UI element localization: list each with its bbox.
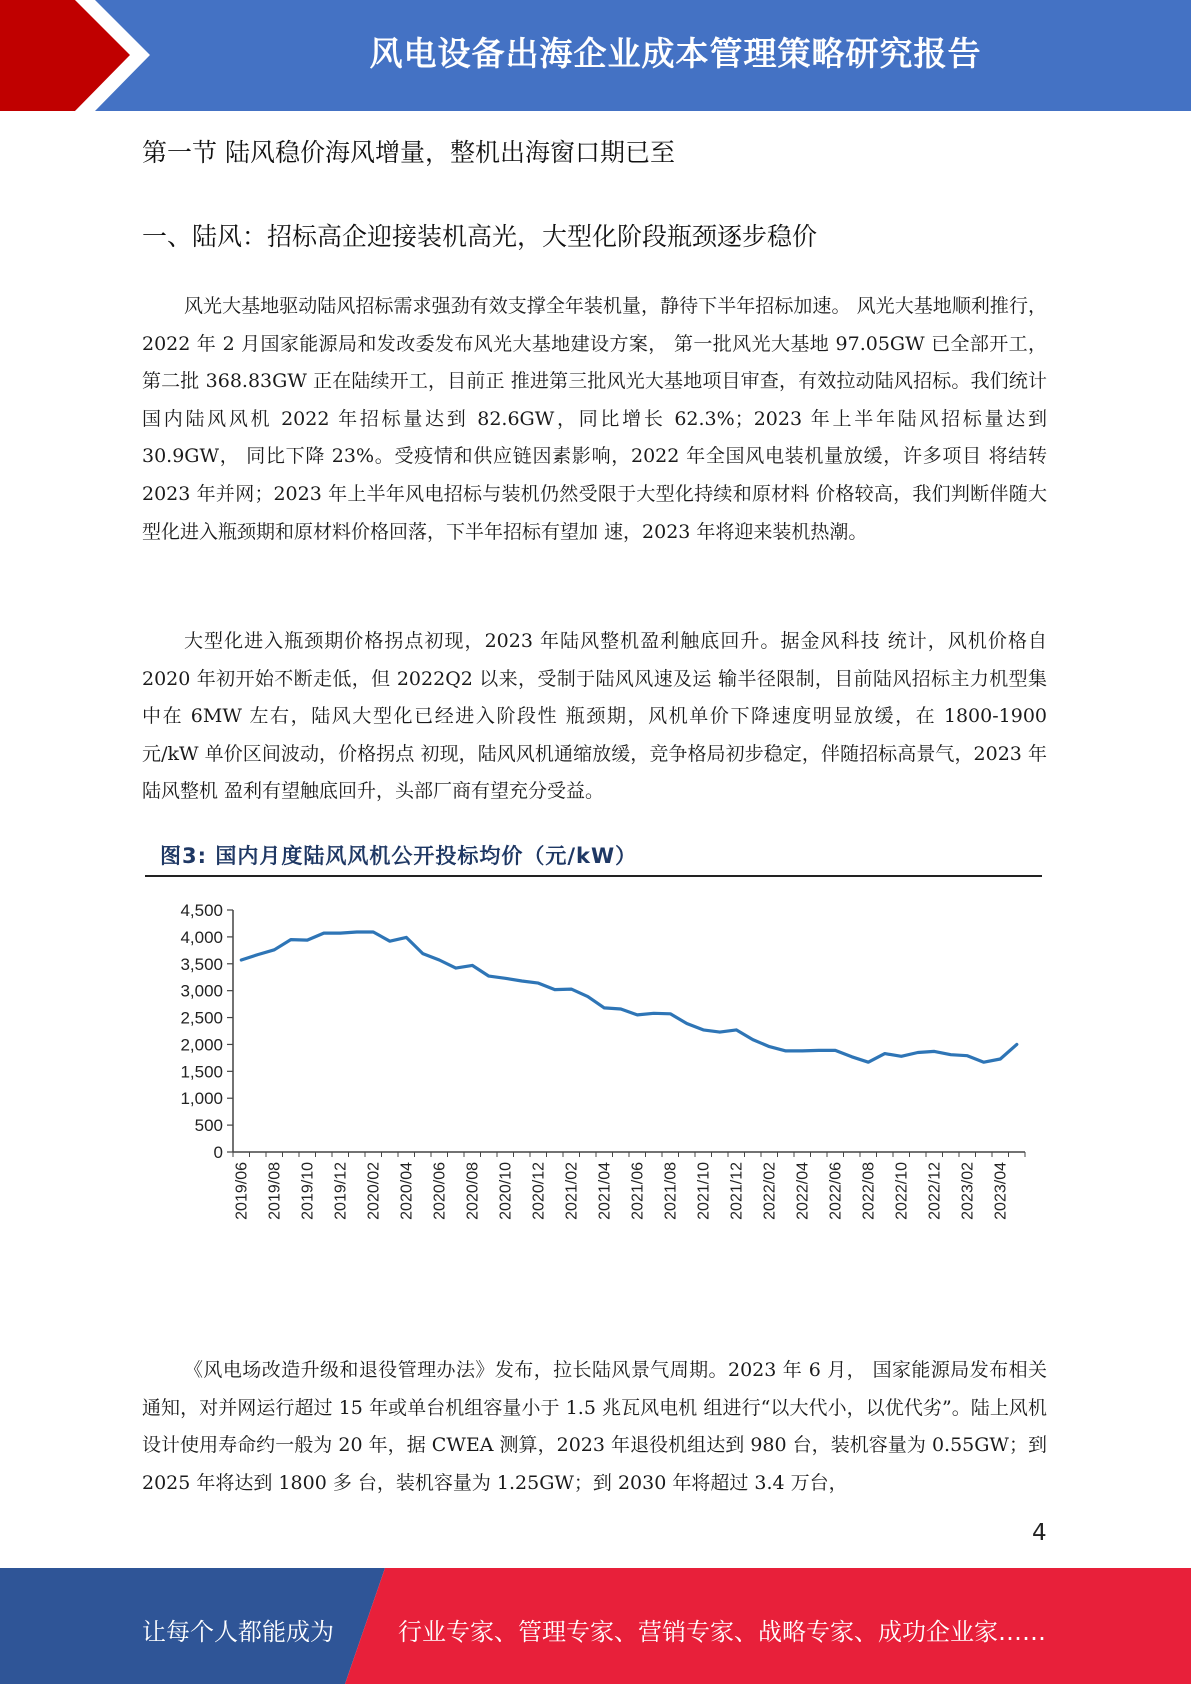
data-point <box>703 1029 705 1031</box>
x-tick-label: 2020/02 <box>365 1162 383 1220</box>
x-tick-label: 2019/08 <box>266 1162 284 1220</box>
data-point <box>670 1013 672 1015</box>
data-point <box>604 1007 606 1009</box>
data-point <box>785 1050 787 1052</box>
data-point <box>851 1056 853 1058</box>
x-tick-label: 2019/12 <box>332 1162 350 1220</box>
data-point <box>406 937 408 939</box>
data-point <box>373 931 375 933</box>
data-point <box>769 1046 771 1048</box>
x-tick-label: 2020/06 <box>431 1162 449 1220</box>
y-tick-label: 0 <box>213 1143 223 1162</box>
data-point <box>340 932 342 934</box>
y-tick-label: 1,000 <box>180 1089 223 1109</box>
x-tick-label: 2023/04 <box>992 1162 1010 1220</box>
x-tick-label: 2021/08 <box>662 1162 680 1220</box>
data-point <box>307 939 309 941</box>
data-point <box>917 1052 919 1054</box>
y-tick-label: 4,000 <box>180 927 223 947</box>
data-point <box>620 1008 622 1010</box>
data-point <box>901 1056 903 1058</box>
data-point <box>521 980 523 982</box>
x-tick-label: 2022/04 <box>794 1162 812 1220</box>
data-point <box>719 1031 721 1033</box>
data-point <box>571 988 573 990</box>
data-point <box>241 959 243 961</box>
x-tick-label: 2022/06 <box>827 1162 845 1220</box>
x-tick-label: 2021/12 <box>728 1162 746 1220</box>
y-tick-label: 3,000 <box>180 981 223 1001</box>
section-title: 第一节 陆风稳价海风增量，整机出海窗口期已至 <box>142 138 675 167</box>
x-tick-label: 2019/10 <box>299 1162 317 1220</box>
x-tick-label: 2021/04 <box>596 1162 614 1220</box>
y-tick-label: 2,000 <box>180 1035 223 1055</box>
y-tick-label: 1,500 <box>180 1062 223 1082</box>
data-point <box>818 1050 820 1052</box>
data-point <box>505 978 507 980</box>
x-tick-label: 2022/10 <box>893 1162 911 1220</box>
paragraph: 风光大基地驱动陆风招标需求强劲有效支撑全年装机量，静待下半年招标加速。 风光大基地顺利推行，2022 年 2 月国家能源局和发改委发布风光大基地建设方案， 第一批风光大基地 97.05GW 已全部开工，第二批 368.83GW 正在陆续开工，目前正 推进第三批风光大基地项目审查，有效拉动陆风招标。我们统计国内陆风风机 2022 年招标量达到 82.6GW，同比增长 62.3%；2023 年上半年陆风招标量达到 30.9GW， 同比下降 23%。受疫情和供应链因素影响，2022 年全国风电装机量放缓，许多项目 将结转 2023 年并网；2023 年上半年风电招标与装机仍然受限于大型化持续和原材料 价格较高，我们判断伴随大型化进入瓶颈期和原材料价格回落，下半年招标有望加 速，2023 年将迎来装机热潮。 <box>142 295 1047 543</box>
page-footer <box>0 1568 1191 1684</box>
data-point <box>686 1023 688 1025</box>
data-point <box>323 932 325 934</box>
data-point <box>274 949 276 951</box>
x-tick-label: 2020/12 <box>530 1162 548 1220</box>
data-point <box>835 1050 837 1052</box>
x-tick-label: 2021/06 <box>629 1162 647 1220</box>
data-point <box>422 953 424 955</box>
y-tick-label: 2,500 <box>180 1008 223 1028</box>
data-point <box>983 1061 985 1063</box>
data-point <box>934 1051 936 1053</box>
x-tick-label: 2022/02 <box>761 1162 779 1220</box>
x-tick-label: 2019/06 <box>233 1162 251 1220</box>
data-point <box>439 959 441 961</box>
data-point <box>290 939 292 941</box>
data-point <box>752 1039 754 1041</box>
data-point <box>868 1061 870 1063</box>
data-point <box>488 975 490 977</box>
x-tick-label: 2020/04 <box>398 1162 416 1220</box>
data-point <box>884 1053 886 1055</box>
footer-slogan-right: 行业专家、管理专家、营销专家、战略专家、成功企业家…… <box>398 1618 1046 1646</box>
x-tick-label: 2021/02 <box>563 1162 581 1220</box>
data-point <box>455 967 457 969</box>
x-tick-label: 2020/08 <box>464 1162 482 1220</box>
series-line <box>241 932 1017 1062</box>
data-point <box>802 1050 804 1052</box>
data-point <box>967 1055 969 1057</box>
subsection-title: 一、陆风：招标高企迎接装机高光，大型化阶段瓶颈逐步稳价 <box>142 222 818 251</box>
data-point <box>389 940 391 942</box>
page-header <box>0 0 1191 111</box>
y-tick-label: 3,500 <box>180 954 223 974</box>
data-point <box>554 989 556 991</box>
x-tick-label: 2021/10 <box>695 1162 713 1220</box>
data-point <box>736 1029 738 1031</box>
price-line-chart <box>145 880 1042 1250</box>
x-tick-label: 2020/10 <box>497 1162 515 1220</box>
figure-title-rule <box>145 875 1042 877</box>
footer-slogan-left: 让每个人都能成为 <box>142 1618 334 1646</box>
data-point <box>538 982 540 984</box>
data-point <box>950 1054 952 1056</box>
data-point <box>356 931 358 933</box>
x-tick-label: 2022/08 <box>860 1162 878 1220</box>
paragraph: 《风电场改造升级和退役管理办法》发布，拉长陆风景气周期。2023 年 6 月， 国家能源局发布相关通知，对并网运行超过 15 年或单台机组容量小于 1.5 兆瓦风电机 组进行“以大代小，以优代劣”。陆上风机设计使用寿命约一般为 20 年，据 CWEA 测算，2023 年退役机组达到 980 台，装机容量为 0.55GW；到 2025 年将达到 1800 多 台，装机容量为 1.25GW；到 2030 年将超过 3.4 万台， <box>142 1359 1047 1494</box>
page-number: 4 <box>1032 1520 1047 1546</box>
data-point <box>257 954 259 956</box>
x-tick-label: 2023/02 <box>959 1162 977 1220</box>
data-point <box>653 1013 655 1015</box>
data-point <box>587 996 589 998</box>
data-point <box>1000 1058 1002 1060</box>
data-point <box>637 1014 639 1016</box>
report-title: 风电设备出海企业成本管理策略研究报告 <box>369 34 982 73</box>
x-tick-label: 2022/12 <box>926 1162 944 1220</box>
y-tick-label: 500 <box>194 1116 223 1136</box>
figure-title: 图3: 国内月度陆风风机公开投标均价（元/kW） <box>160 844 638 868</box>
data-point <box>1016 1044 1018 1046</box>
y-tick-label: 4,500 <box>180 901 223 920</box>
data-point <box>472 965 474 967</box>
paragraph: 大型化进入瓶颈期价格拐点初现，2023 年陆风整机盈利触底回升。据金风科技 统计，风机价格自 2020 年初开始不断走低，但 2022Q2 以来，受制于陆风风速及运 输半径限制，目前陆风招标主力机型集中在 6MW 左右，陆风大型化已经进入阶段性 瓶颈期，风机单价下降速度明显放缓，在 1800-1900 元/kW 单价区间波动，价格拐点 初现，陆风风机通缩放缓，竞争格局初步稳定，伴随招标高景气，2023 年陆风整机 盈利有望触底回升，头部厂商有望充分受益。 <box>142 630 1047 803</box>
